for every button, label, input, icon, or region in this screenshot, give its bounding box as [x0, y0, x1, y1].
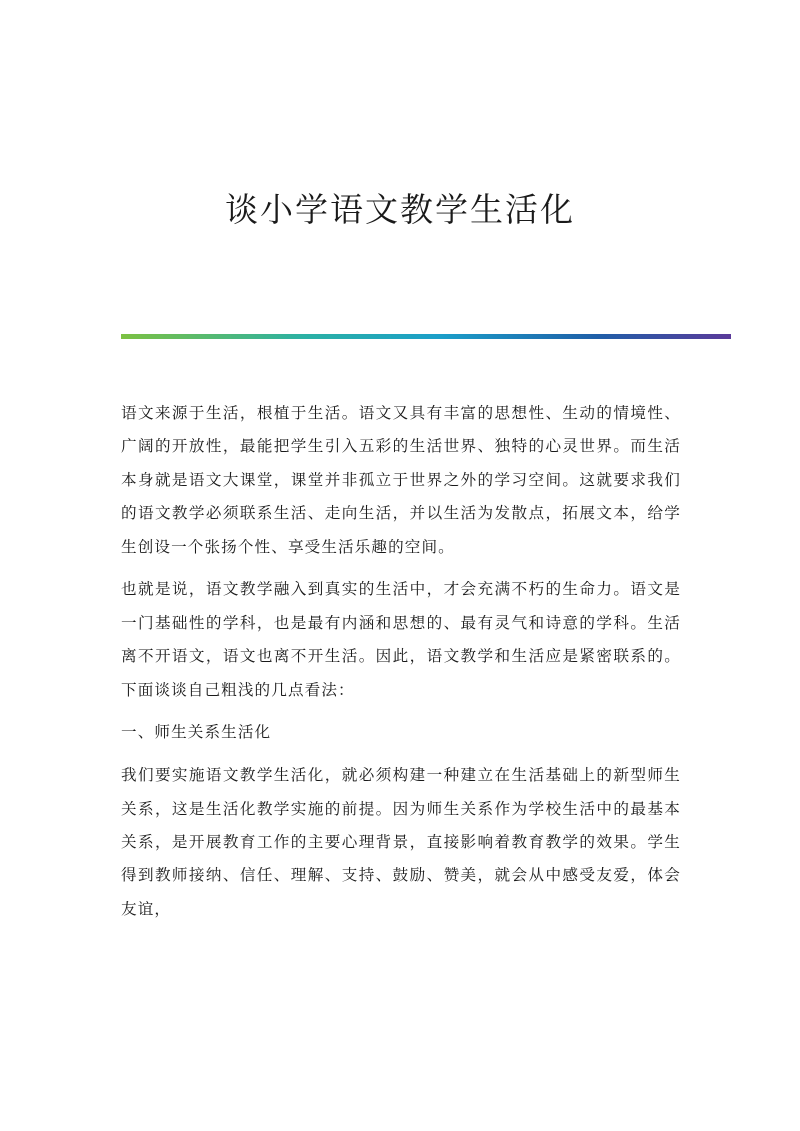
document-body	[121, 397, 681, 936]
paragraph-1: 语文来源于生活，根植于生活。语文又具有丰富的思想性、生动的情境性、广阔的开放性，最能把学生引入五彩的生活世界、独特的心灵世界。而生活本身就是语文大课堂，课堂并非孤立于世界之外的学习空间。这就要求我们的语文教学必须联系生活、走向生活，并以生活为发散点，拓展文本，给学生创设一个张扬个性、享受生活乐趣的空间。	[121, 404, 681, 556]
paragraph-2: 也就是说，语文教学融入到真实的生活中，才会充满不朽的生命力。语文是一门基础性的学科，也是最有内涵和思想的、最有灵气和诗意的学科。生活离不开语文，语文也离不开生活。因此，语文教学和生活应是紧密联系的。下面谈谈自己粗浅的几点看法：	[121, 580, 681, 699]
section-heading: 一、师生关系生活化	[121, 723, 272, 742]
paragraph-3: 我们要实施语文教学生活化，就必须构建一种建立在生活基础上的新型师生关系，这是生活化教学实施的前提。因为师生关系作为学校生活中的最基本关系，是开展教育工作的主要心理背景，直接影响着教育教学的效果。学生得到教师接纳、信任、理解、支持、鼓励、赞美，就会从中感受友爱，体会友谊，	[121, 766, 681, 918]
gradient-divider	[121, 334, 731, 339]
document-title: 谈小学语文教学生活化	[225, 190, 575, 229]
